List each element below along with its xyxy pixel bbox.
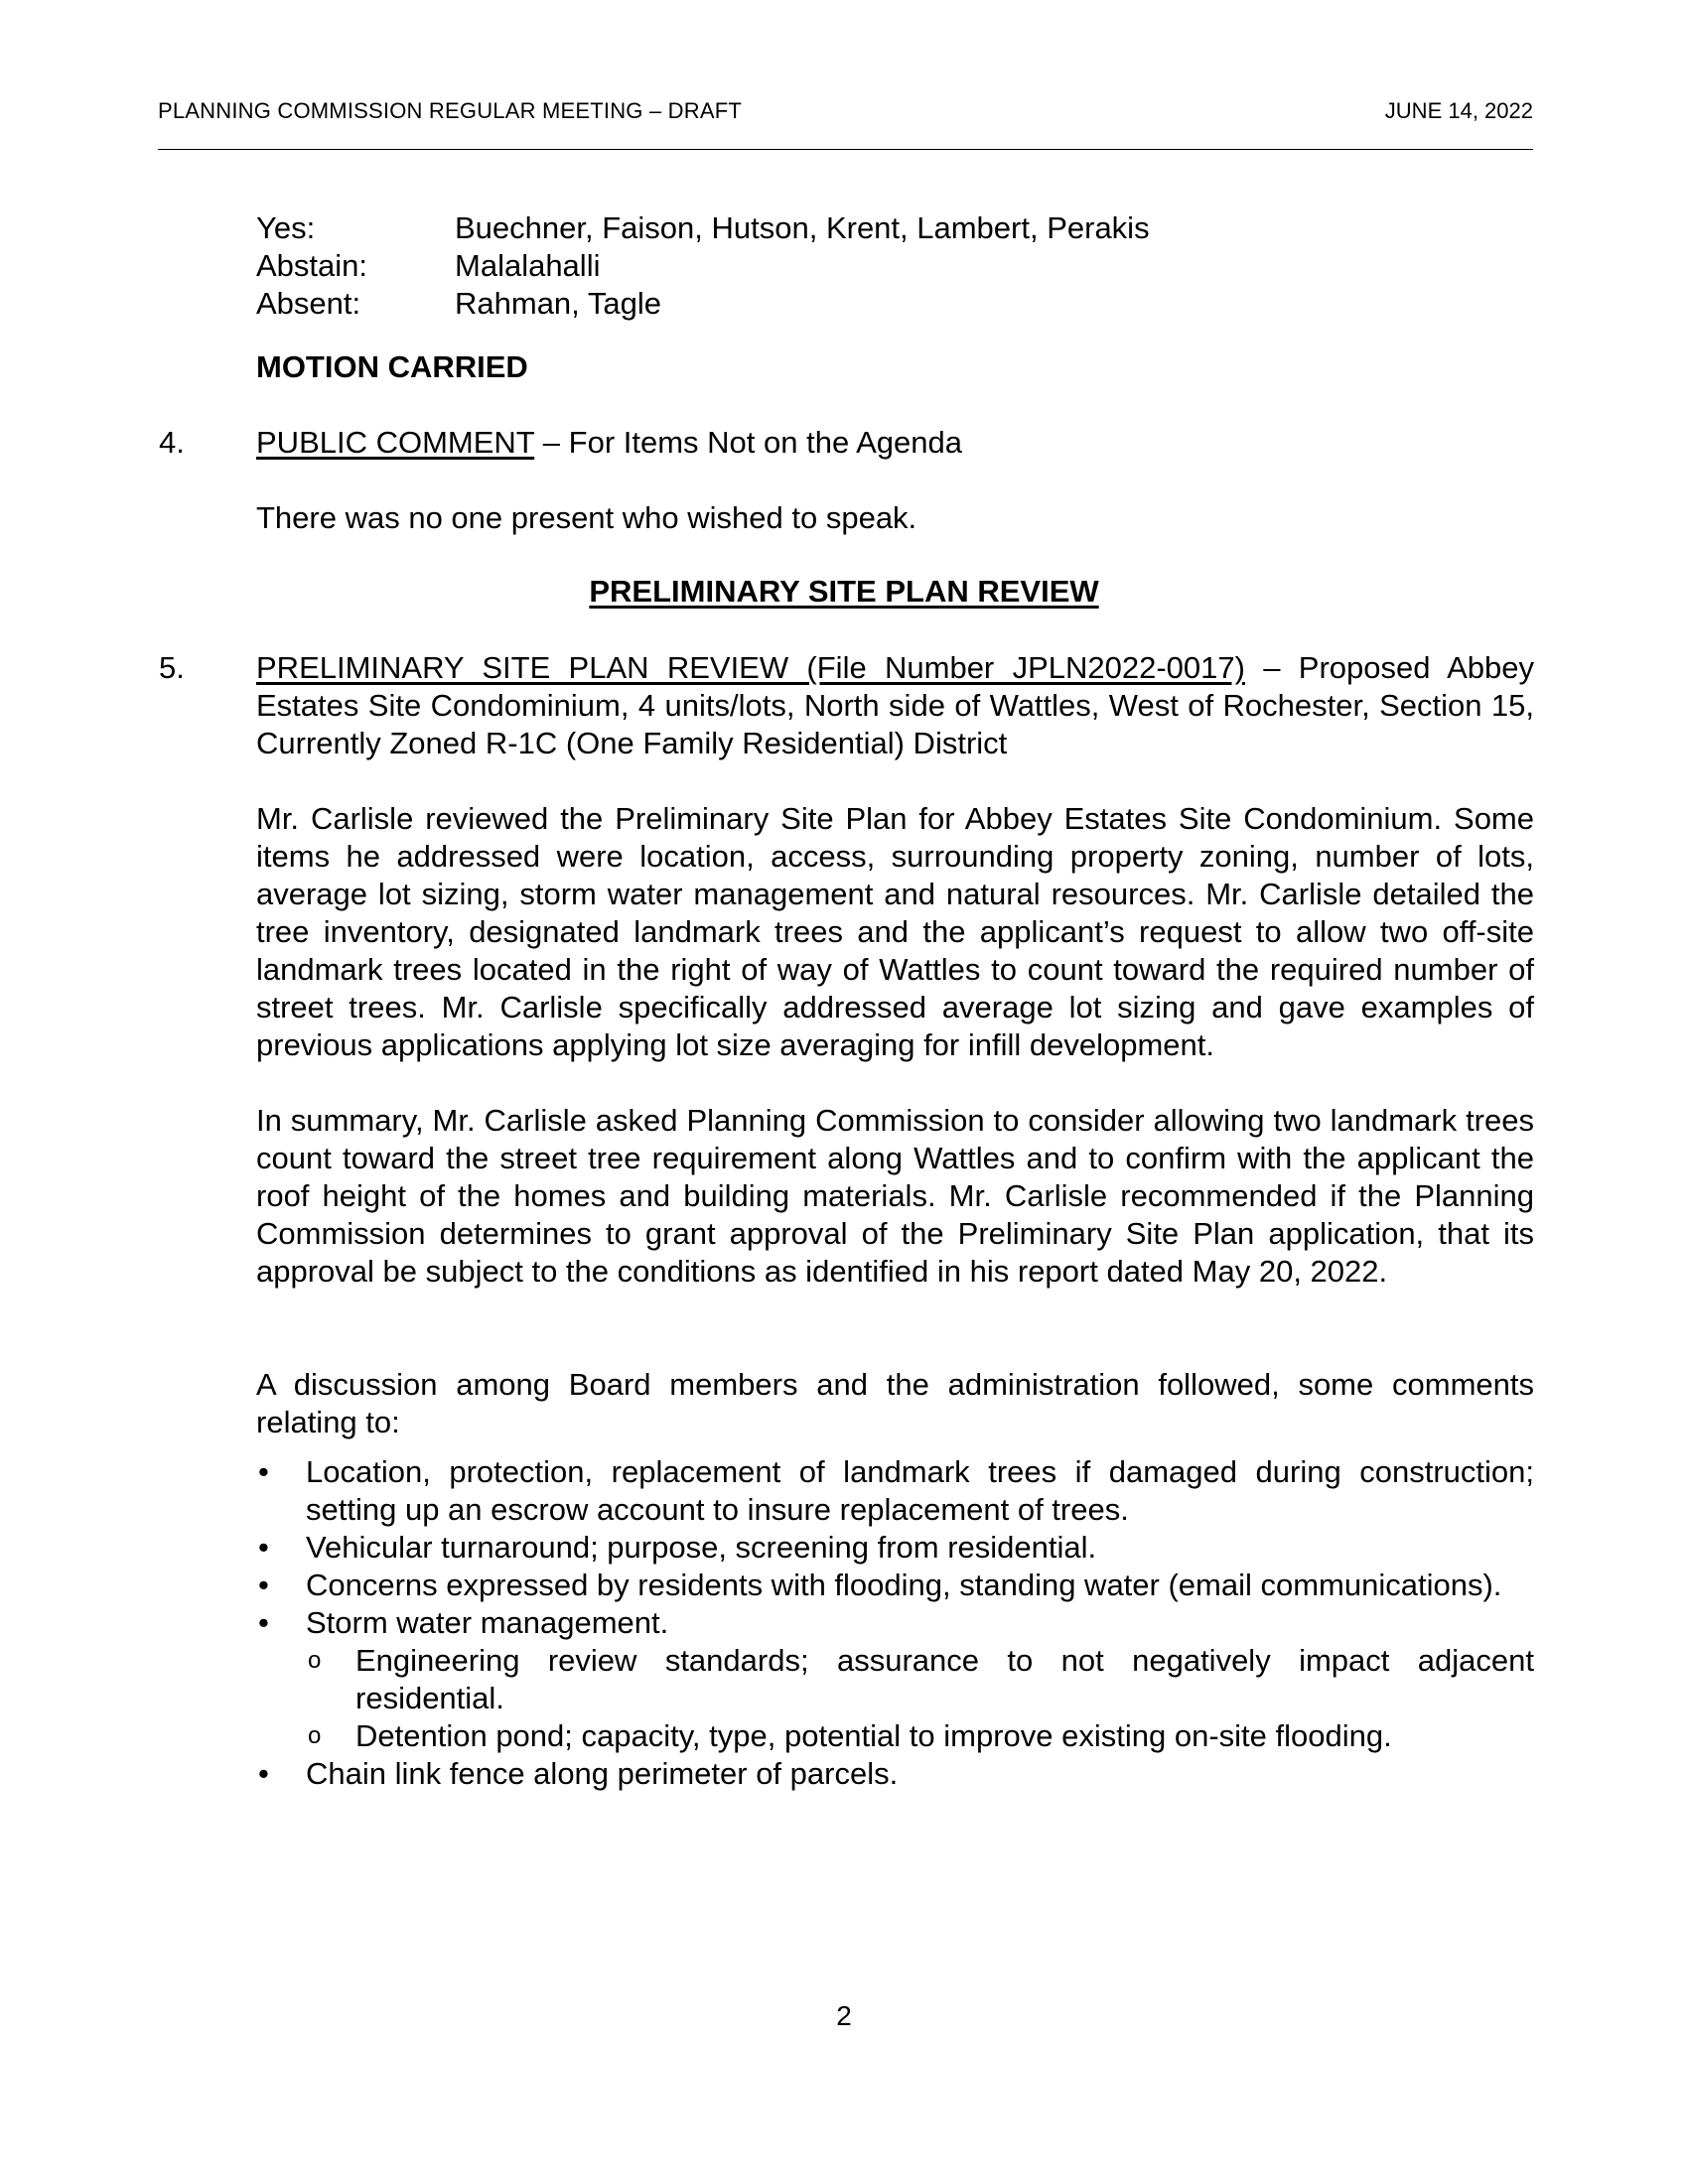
list-item [256, 1567, 1534, 1604]
discussion-list [256, 1453, 1534, 1793]
list-item [256, 1529, 1534, 1567]
list-item-text: Location, protection, replacement of landmark trees if damaged during construction; setting up an escrow account to insure replacement of trees. [306, 1454, 1534, 1527]
vote-label: Yes: [256, 210, 316, 245]
bullet-icon: • [258, 1756, 269, 1791]
item4-subtitle: – For Items Not on the Agenda [534, 425, 962, 460]
item-number: 5. [159, 650, 185, 685]
bullet-icon: • [258, 1454, 269, 1489]
vote-names: Rahman, Tagle [455, 286, 661, 321]
sub-list-item-text: Detention pond; capacity, type, potential to improve existing on-site flooding. [355, 1718, 1392, 1753]
sub-list-item [306, 1717, 1534, 1755]
page-number: 2 [836, 2000, 852, 2031]
header-rule [158, 149, 1533, 150]
header-title: PLANNING COMMISSION REGULAR MEETING – DRAFT [158, 98, 743, 123]
sub-list-item-text: Engineering review standards; assurance to not negatively impact adjacent residential. [355, 1643, 1534, 1715]
circle-bullet-icon: o [308, 1647, 322, 1674]
list-item-text: Concerns expressed by residents with flooding, standing water (email communications). [306, 1568, 1502, 1602]
vote-tally [256, 209, 1150, 323]
sub-list [306, 1642, 1534, 1755]
item4-title: PUBLIC COMMENT [256, 425, 535, 460]
list-item [256, 1755, 1534, 1793]
item5-heading [256, 649, 1534, 762]
header-date: JUNE 14, 2022 [1384, 98, 1533, 123]
list-item-text: Chain link fence along perimeter of parcels. [306, 1756, 899, 1791]
vote-row-absent [256, 285, 1150, 323]
item5-paragraph-1: Mr. Carlisle reviewed the Preliminary Site Plan for Abbey Estates Site Condominium. Some items he addressed were location, access, surrounding property zoning, number of lots, average lot sizing, storm water management and natural resources. Mr. Carlisle detailed the tree inventory, designated landmark trees and the applicant’s request to allow two off-site landmark trees located in the right of way of Wattles to count toward the required number of street trees. Mr. Carlisle specifically addressed average lot sizing and gave examples of previous applications applying lot size averaging for infill development. [256, 801, 1534, 1062]
list-item [256, 1604, 1534, 1755]
list-item-text: Vehicular turnaround; purpose, screening from residential. [306, 1530, 1097, 1565]
list-item-text: Storm water management. [306, 1605, 669, 1640]
item5-paragraph-2: In summary, Mr. Carlisle asked Planning Commission to consider allowing two landmark trees count toward the street tree requirement along Wattles and to confirm with the applicant the roof height of the homes and building materials. Mr. Carlisle recommended if the Planning Commission determines to grant approval of the Preliminary Site Plan application, that its approval be subject to the conditions as identified in his report dated May 20, 2022. [256, 1103, 1534, 1289]
item5-title: PRELIMINARY SITE PLAN REVIEW (File Number JPLN2022-0017) [256, 650, 1245, 685]
item4-text: There was no one present who wished to speak. [256, 500, 917, 535]
item-number: 4. [159, 425, 185, 460]
item5-subtitle: – Proposed Abbey Estates Site Condominium, 4 units/lots, North side of Wattles, West of Rochester, Section 15, Currently Zoned R-1C (One Family Residential) District [256, 650, 1534, 760]
vote-names: Buechner, Faison, Hutson, Krent, Lambert, Perakis [455, 210, 1150, 245]
item5-paragraph-3: A discussion among Board members and the administration followed, some comments relating to: [256, 1367, 1534, 1439]
bullet-icon: • [258, 1605, 269, 1640]
bullet-icon: • [258, 1568, 269, 1602]
list-item [256, 1453, 1534, 1529]
vote-label: Abstain: [256, 248, 368, 283]
sub-list-item [306, 1642, 1534, 1717]
vote-names: Malalahalli [455, 248, 601, 283]
vote-label: Absent: [256, 286, 361, 321]
vote-row-yes [256, 209, 1150, 247]
bullet-icon: • [258, 1530, 269, 1565]
section-heading-text: PRELIMINARY SITE PLAN REVIEW [589, 574, 1099, 609]
motion-result: MOTION CARRIED [256, 349, 528, 384]
circle-bullet-icon: o [308, 1722, 322, 1749]
section-heading [0, 573, 1688, 611]
item4-heading [256, 424, 962, 462]
vote-row-abstain [256, 247, 1150, 285]
